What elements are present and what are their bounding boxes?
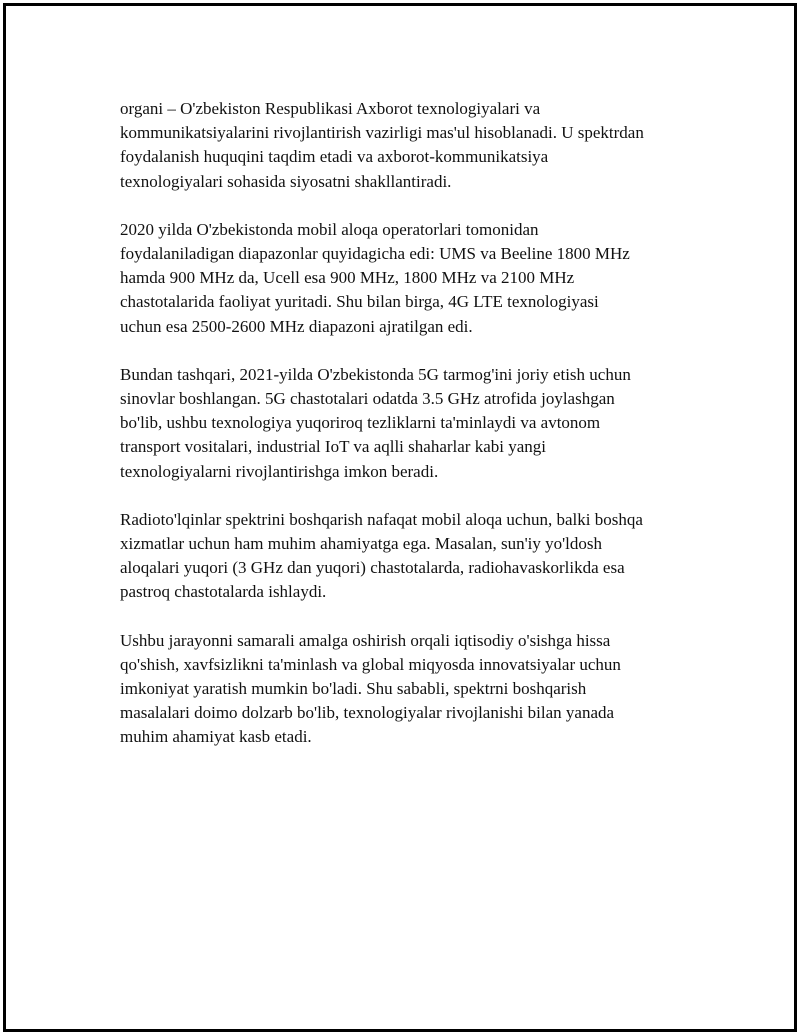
paragraph-5g-trials: Bundan tashqari, 2021-yilda O'zbekistonda 5G tarmog'ini joriy etish uchun sinovlar boshlangan. 5G chastotalari odatda 3.5 GHz atrofida joylashgan bo'lib, ushbu texnologiya yuqoriroq tezliklarni ta'minlaydi va avtonom transport vositalari, industrial IoT va aqlli shaharlar kabi yangi texnologiyalarni rivojlantirishga imkon beradi. xyxy=(120,364,631,481)
paragraph-spectrum-management: Radioto'lqinlar spektrini boshqarish nafaqat mobil aloqa uchun, balki boshqa xizmatlar uchun ham muhim ahamiyatga ega. Masalan, sun'iy yo'ldosh aloqalari yuqori (3 GHz dan yuqori) chastotalarda, radiohavaskorlikda esa pastroq chastotalarda ishlaydi. xyxy=(120,509,643,602)
paragraph-ministry: organi – O'zbekiston Respublikasi Axborot texnologiyalari va kommunikatsiyalarini rivojlantirish vazirligi mas'ul hisoblanadi. U spektrdan foydalanish huquqini taqdim etadi va axborot-kommunikatsiya texnologiyalari sohasida siyosatni shakllantiradi. xyxy=(120,99,644,191)
paragraph-conclusion: Ushbu jarayonni samarali amalga oshirish orqali iqtisodiy o'sishga hissa qo'shish, xavfsizlikni ta'minlash va global miqyosda innovatsiyalar uchun imkoniyat yaratish mumkin bo'ladi. Shu sababli, spektrni boshqarish masalalari doimo dolzarb bo'lib, texnologiyalar rivojlanishi bilan yanada muhim ahamiyat kasb etadi. xyxy=(120,630,621,747)
document-body xyxy=(120,97,720,774)
page-frame xyxy=(3,3,797,1032)
paragraph-frequency-bands-2020: 2020 yilda O'zbekistonda mobil aloqa operatorlari tomonidan foydalaniladigan diapazonlar quyidagicha edi: UMS va Beeline 1800 MHz hamda 900 MHz da, Ucell esa 900 MHz, 1800 MHz va 2100 MHz chastotalarida faoliyat yuritadi. Shu bilan birga, 4G LTE texnologiyasi uchun esa 2500-2600 MHz diapazoni ajratilgan edi. xyxy=(120,219,630,336)
